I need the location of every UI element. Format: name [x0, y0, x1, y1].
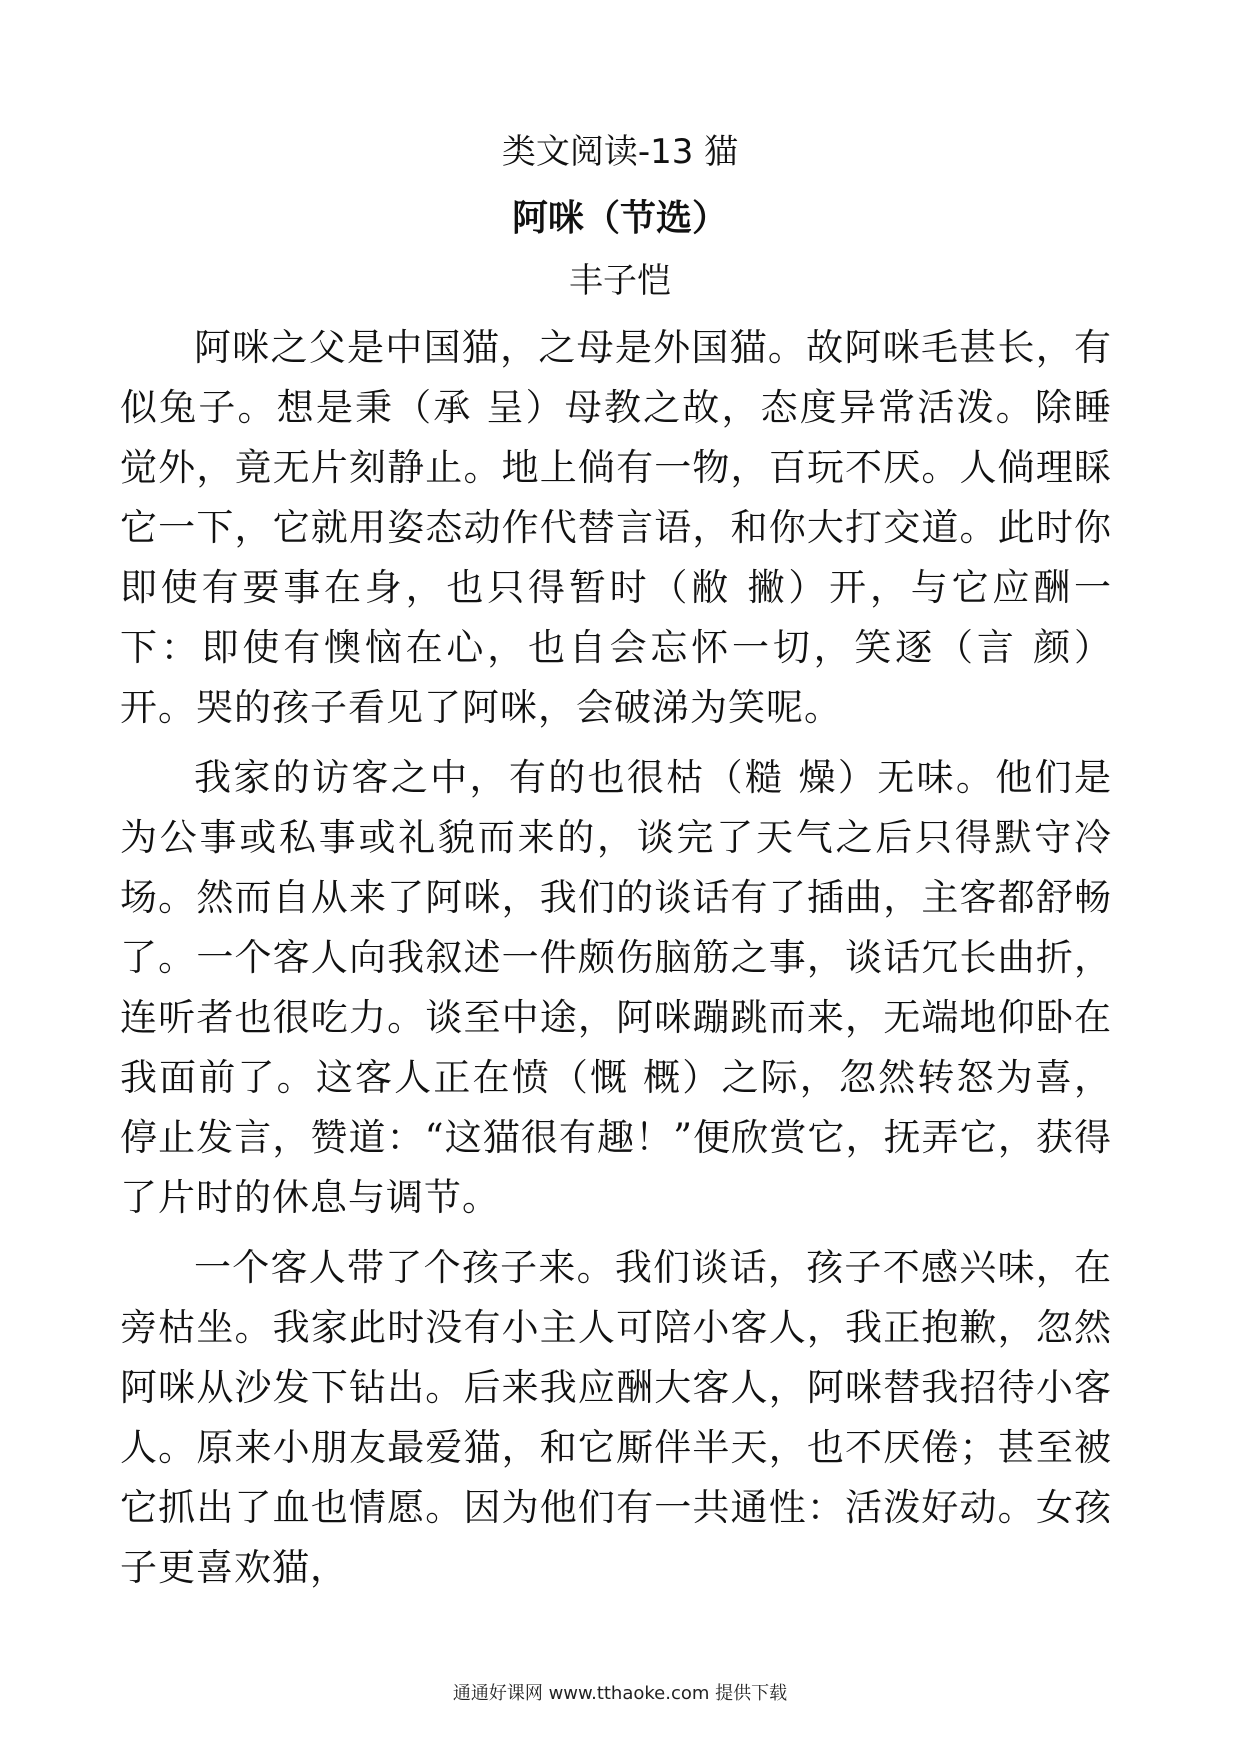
footer-source: 通通好课网 www.tthaoke.com 提供下载	[452, 1683, 788, 1704]
paragraph-3: 一个客人带了个孩子来。我们谈话，孩子不感兴味，在旁枯坐。我家此时没有小主人可陪小客人，我正抱歉，忽然阿咪从沙发下钻出。后来我应酬大客人，阿咪替我招待小客人。原来小朋友最爱猫，和它厮伴半天，也不厌倦；甚至被它抓出了血也情愿。因为他们有一共通性：活泼好动。女孩子更喜欢猫，	[120, 1246, 1112, 1589]
series-title: 类文阅读-13 猫	[501, 132, 739, 172]
article-body	[120, 318, 1112, 1608]
paragraph-1: 阿咪之父是中国猫，之母是外国猫。故阿咪毛甚长，有似兔子。想是秉（承 呈）母教之故，态度异常活泼。除睡觉外，竟无片刻静止。地上倘有一物，百玩不厌。人倘理睬它一下，它就用姿态动作代替言语，和你大打交道。此时你即使有要事在身，也只得暂时（敝 撇）开，与它应酬一下：即使有懊恼在心，也自会忘怀一切，笑逐（言 颜）开。哭的孩子看见了阿咪，会破涕为笑呢。	[120, 326, 1112, 729]
author-name: 丰子恺	[569, 261, 671, 301]
paragraph-2: 我家的访客之中，有的也很枯（糙 燥）无味。他们是为公事或私事或礼貌而来的，谈完了天气之后只得默守冷场。然而自从来了阿咪，我们的谈话有了插曲，主客都舒畅了。一个客人向我叙述一件颇伤脑筋之事，谈话冗长曲折，连听者也很吃力。谈至中途，阿咪蹦跳而来，无端地仰卧在我面前了。这客人正在愤（慨 概）之际，忽然转怒为喜，停止发言，赞道：“这猫很有趣！”便欣赏它，抚弄它，获得了片时的休息与调节。	[120, 756, 1112, 1219]
article-title: 阿咪（节选）	[511, 198, 728, 239]
